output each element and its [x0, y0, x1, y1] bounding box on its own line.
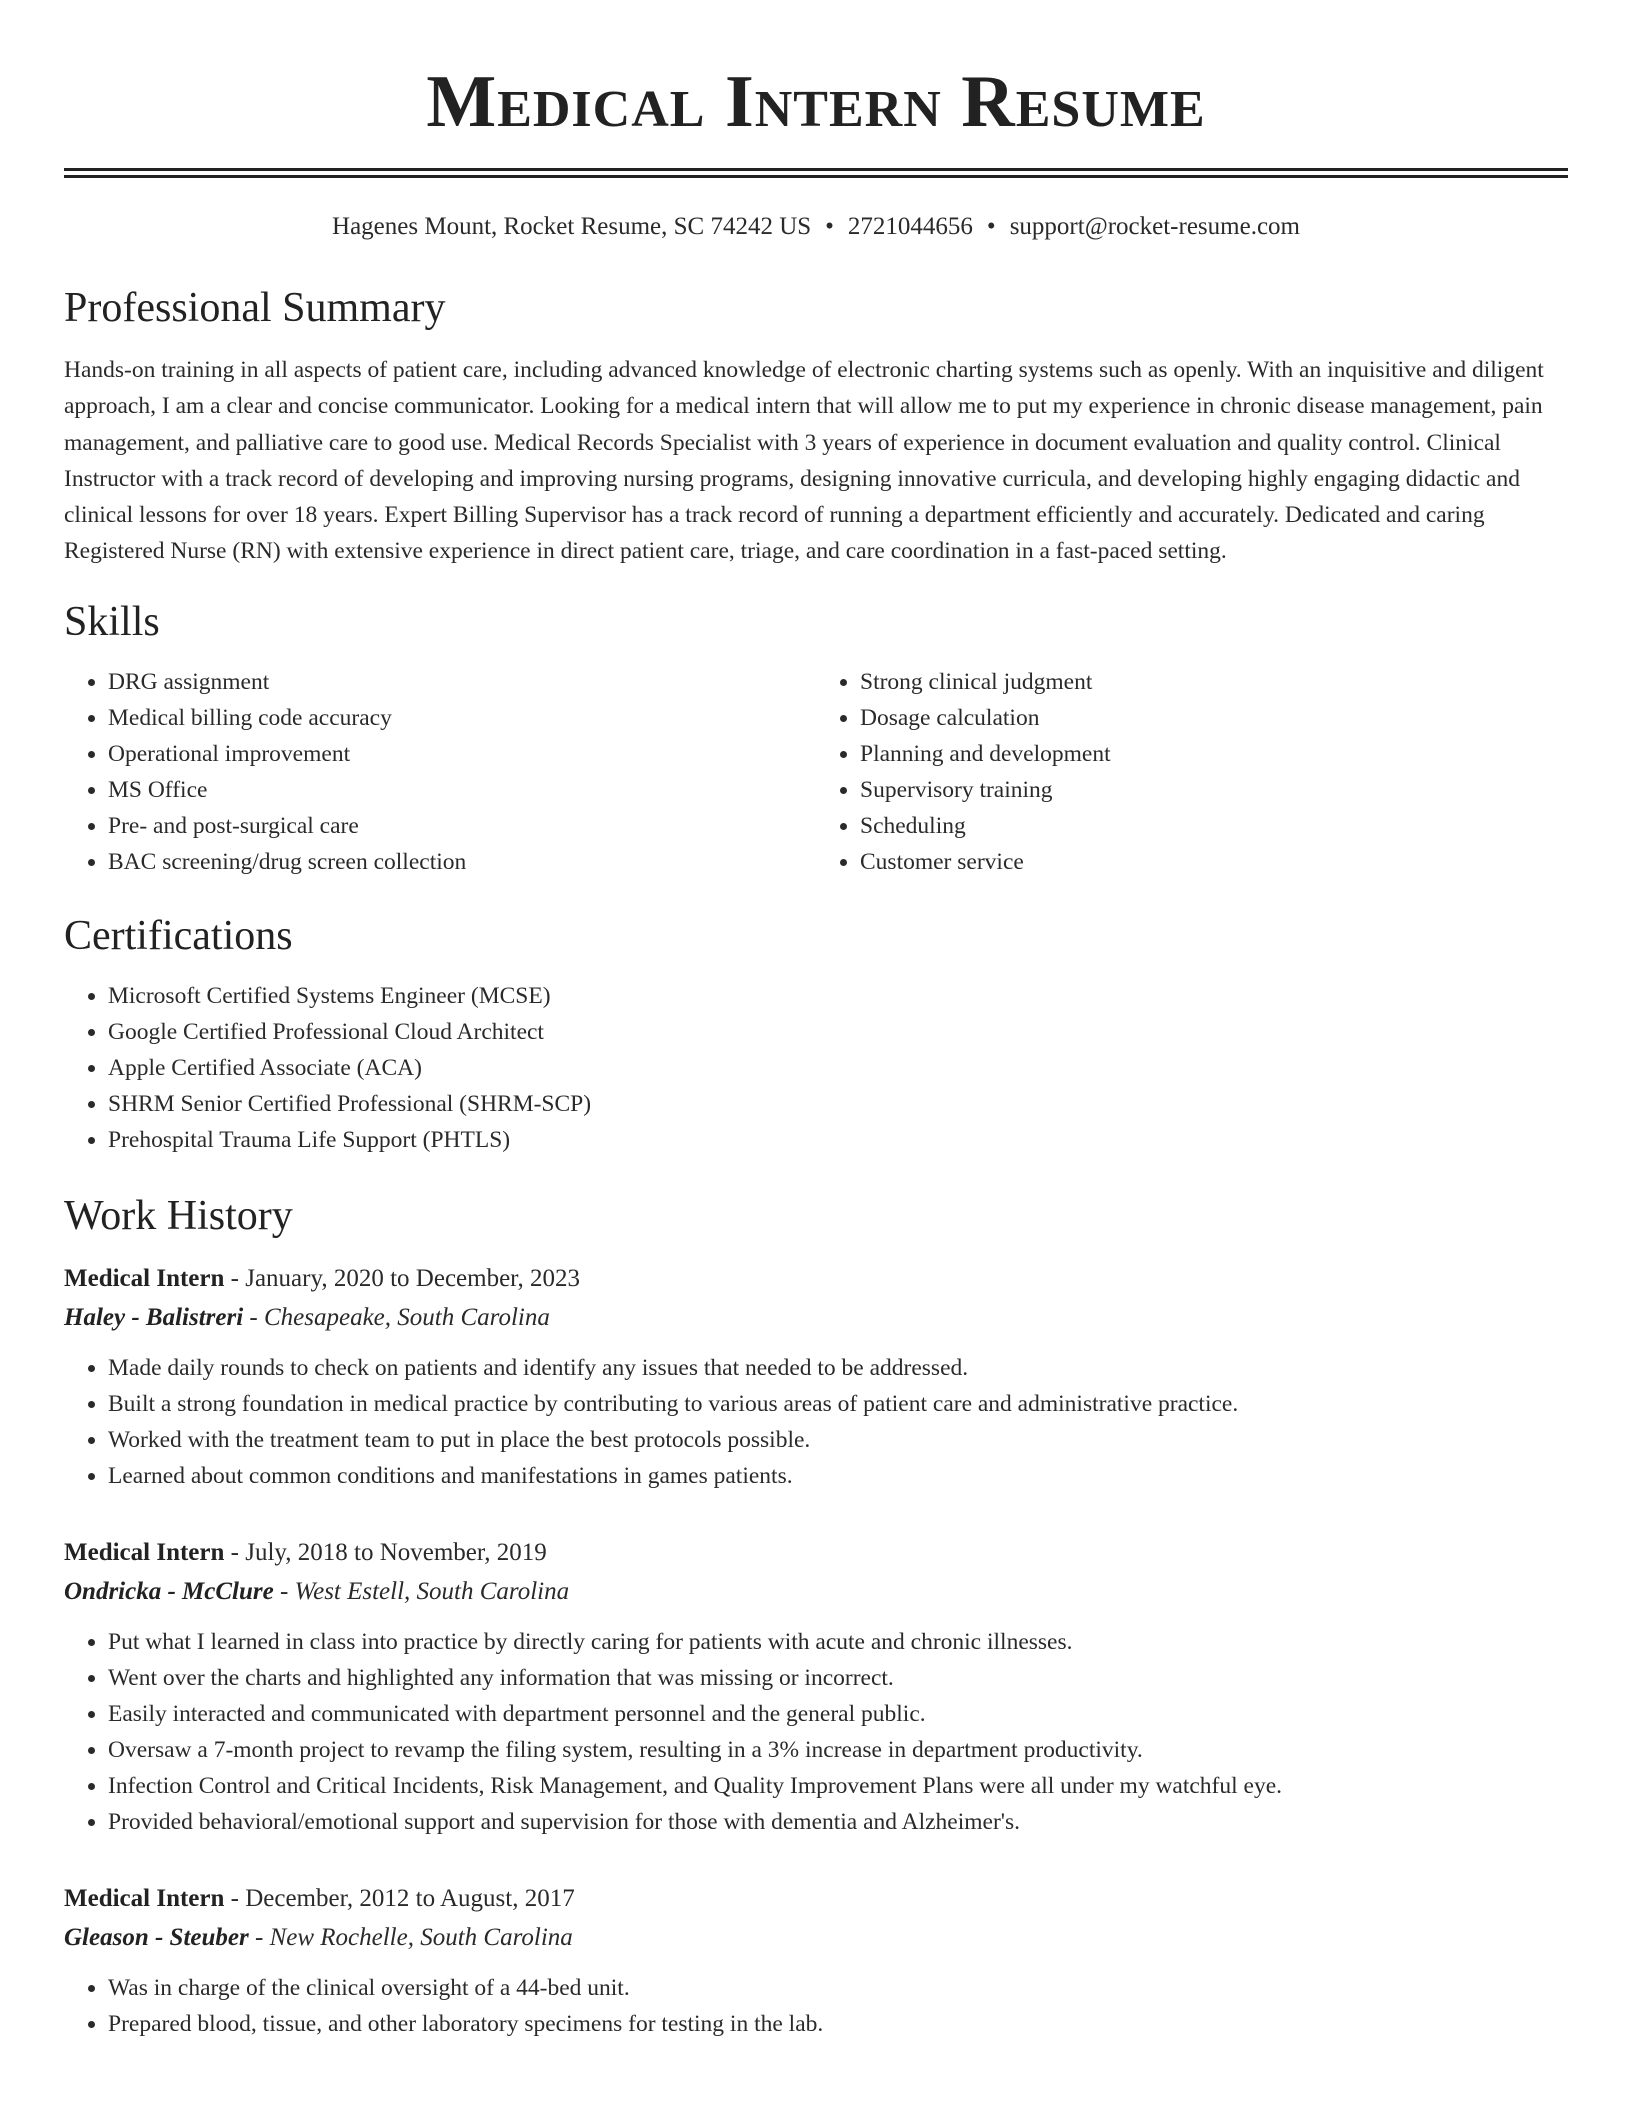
job-bullets: [64, 1970, 1568, 2042]
skill-item: • BAC screening/drug screen collection: [108, 844, 816, 880]
contact-phone: 2721044656: [847, 213, 973, 240]
certifications-list: [64, 978, 1568, 1158]
skill-item: • Supervisory training: [860, 772, 1568, 808]
job-bullet: • Learned about common conditions and manifestations in games patients.: [108, 1458, 1568, 1494]
contact-email: support@rocket-resume.com: [1009, 213, 1300, 240]
contact-address: Hagenes Mount, Rocket Resume, SC 74242 US: [332, 213, 812, 240]
certification-item: • Apple Certified Associate (ACA): [108, 1050, 1568, 1086]
skill-item: • Planning and development: [860, 736, 1568, 772]
resume-page: [64, 0, 1568, 2042]
certification-item: • Google Certified Professional Cloud Architect: [108, 1014, 1568, 1050]
skills-heading: Skills: [64, 598, 160, 645]
job-entry: [64, 1534, 1568, 1840]
skill-item: • Dosage calculation: [860, 700, 1568, 736]
job-bullets: [64, 1624, 1568, 1840]
job-bullet: • Went over the charts and highlighted any information that was missing or incorrect.: [108, 1660, 1568, 1696]
job-location: New Rochelle, South Carolina: [269, 1923, 573, 1951]
job-location: Chesapeake, South Carolina: [263, 1303, 550, 1331]
job-dates: December, 2012 to August, 2017: [245, 1884, 575, 1912]
job-location: West Estell, South Carolina: [294, 1577, 570, 1605]
skill-item: • MS Office: [108, 772, 816, 808]
skill-item: • Scheduling: [860, 808, 1568, 844]
job-dates: July, 2018 to November, 2019: [245, 1538, 547, 1566]
skills-list-left: [64, 664, 816, 880]
job-bullet: • Provided behavioral/emotional support and supervision for those with dementia and Alzheimer's.: [108, 1804, 1568, 1840]
job-bullet: • Made daily rounds to check on patients and identify any issues that needed to be addressed.: [108, 1350, 1568, 1386]
title-divider: [64, 168, 1568, 178]
job-title: Medical Intern: [64, 1884, 225, 1912]
summary-heading: Professional Summary: [64, 285, 446, 331]
job-header: Medical Intern - July, 2018 to November, 2019: [64, 1538, 547, 1566]
skill-item: • Strong clinical judgment: [860, 664, 1568, 700]
certifications-heading: Certifications: [64, 912, 293, 959]
certification-item: • Prehospital Trauma Life Support (PHTLS): [108, 1122, 1568, 1158]
job-header: Medical Intern - December, 2012 to August, 2017: [64, 1884, 575, 1912]
job-bullet: • Built a strong foundation in medical practice by contributing to various areas of patient care and administrative practice.: [108, 1386, 1568, 1422]
job-bullet: • Put what I learned in class into practice by directly caring for patients with acute and chronic illnesses.: [108, 1624, 1568, 1660]
contact-line: [64, 212, 1568, 242]
job-bullets: [64, 1350, 1568, 1494]
job-title: Medical Intern: [64, 1264, 225, 1292]
certification-item: • Microsoft Certified Systems Engineer (MCSE): [108, 978, 1568, 1014]
job-header: Medical Intern - January, 2020 to December, 2023: [64, 1264, 580, 1292]
work-history-heading: Work History: [64, 1192, 293, 1239]
skill-item: • Operational improvement: [108, 736, 816, 772]
job-company: Ondricka - McClure: [64, 1577, 274, 1605]
skill-item: • Pre- and post-surgical care: [108, 808, 816, 844]
job-bullet: • Worked with the treatment team to put in place the best protocols possible.: [108, 1422, 1568, 1458]
job-bullet: • Easily interacted and communicated with department personnel and the general public.: [108, 1696, 1568, 1732]
job-dates: January, 2020 to December, 2023: [245, 1264, 580, 1292]
skill-item: • Customer service: [860, 844, 1568, 880]
job-bullet: • Prepared blood, tissue, and other laboratory specimens for testing in the lab.: [108, 2006, 1568, 2042]
summary-text: Hands-on training in all aspects of patient care, including advanced knowledge of electronic charting systems such as openly. With an inquisitive and diligent approach, I am a clear and concise communicator. Looking for a medical intern that will allow me to put my experience in chronic disease management, pain management, and palliative care to good use. Medical Records Specialist with 3 years of experience in document evaluation and quality control. Clinical Instructor with a track record of developing and improving nursing programs, designing innovative curricula, and developing highly engaging didactic and clinical lessons for over 18 years. Expert Billing Supervisor has a track record of running a department efficiently and accurately. Dedicated and caring Registered Nurse (RN) with extensive experience in direct patient care, triage, and care coordination in a fast-paced setting.: [64, 357, 1544, 565]
contact-separator: •: [825, 213, 834, 240]
job-company-line: Ondricka - McClure - West Estell, South Carolina: [64, 1577, 570, 1605]
job-bullet: • Oversaw a 7-month project to revamp the filing system, resulting in a 3% increase in department productivity.: [108, 1732, 1568, 1768]
job-company: Haley - Balistreri: [64, 1303, 244, 1331]
job-company-line: Gleason - Steuber - New Rochelle, South Carolina: [64, 1923, 573, 1951]
job-bullet: • Was in charge of the clinical oversight of a 44-bed unit.: [108, 1970, 1568, 2006]
job-entry: [64, 1260, 1568, 1494]
skill-item: • Medical billing code accuracy: [108, 700, 816, 736]
skill-item: • DRG assignment: [108, 664, 816, 700]
contact-separator: •: [986, 213, 996, 240]
skills-list-right: [816, 664, 1568, 880]
job-bullet: • Infection Control and Critical Incidents, Risk Management, and Quality Improvement Plans were all under my watchful eye.: [108, 1768, 1568, 1804]
job-company: Gleason - Steuber: [64, 1923, 249, 1951]
job-company-line: Haley - Balistreri - Chesapeake, South Carolina: [64, 1303, 550, 1331]
job-entry: [64, 1880, 1568, 2042]
skills-columns: [64, 664, 1568, 880]
job-title: Medical Intern: [64, 1538, 225, 1566]
certification-item: • SHRM Senior Certified Professional (SHRM-SCP): [108, 1086, 1568, 1122]
resume-title: Medical Intern Resume: [426, 61, 1206, 143]
